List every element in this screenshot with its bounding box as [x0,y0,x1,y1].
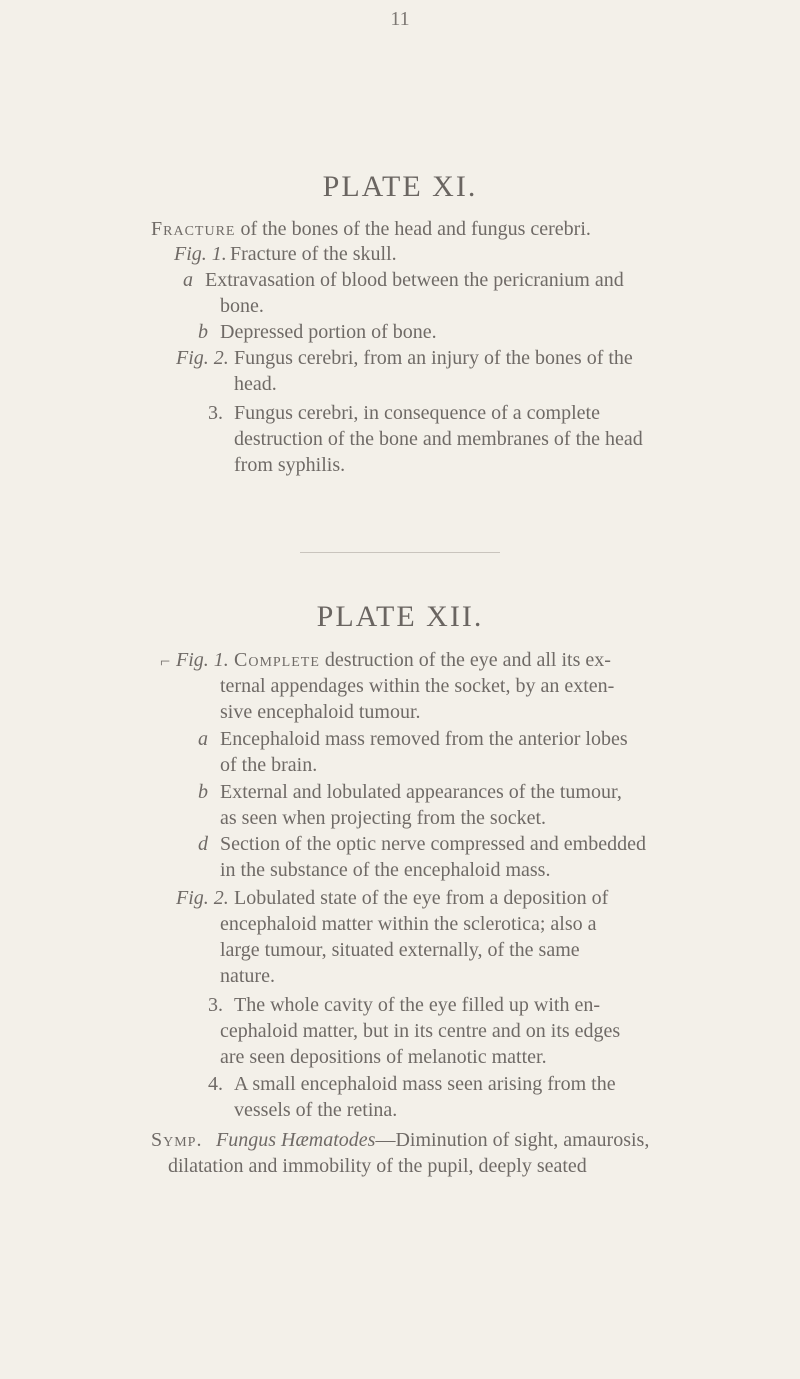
entry-label: b [198,321,208,343]
plate-xi-heading: PLATE XI. [322,170,478,203]
page-number: 11 [390,8,410,30]
entry-line: Lobulated state of the eye from a deposition of [234,887,609,909]
entry-line: cephaloid matter, but in its centre and on its edges [220,1020,621,1042]
entry-label: a [198,728,208,750]
entry-line: are seen depositions of melanotic matter. [220,1046,547,1068]
symptoms-line [216,1127,649,1153]
symptoms-italic: Fungus Hæmatodes [216,1129,376,1151]
entry-line: of the brain. [220,754,318,776]
entry-label: b [198,781,208,803]
entry-line: large tumour, situated externally, of the same [220,939,580,961]
entry-line: nature. [220,965,275,987]
entry-line: Fungus cerebri, in consequence of a complete [234,402,600,424]
entry-line: bone. [220,295,264,317]
margin-mark: ⌐ [160,651,171,671]
entry-line: encephaloid matter within the sclerotica; also a [220,913,597,935]
entry-line-text: destruction of the eye and all its ex- [324,649,611,671]
entry-line: in the substance of the encephaloid mass. [220,859,551,881]
plate-xi-title-lead: Fracture [151,218,236,240]
entry-line: Extravasation of blood between the pericranium and [205,269,624,291]
entry-label: Fig. 1. [176,649,229,671]
entry-line: Encephaloid mass removed from the anterior lobes [220,728,628,750]
entry-label: Fig. 2. [176,887,229,909]
symptoms-label: Symp. [151,1129,203,1151]
entry-label: 4. [208,1073,223,1095]
entry-line: head. [234,373,277,395]
entry-line: destruction of the bone and membranes of the head [234,428,643,450]
entry-line: External and lobulated appearances of the tumour, [220,781,622,803]
entry-line: Fracture of the skull. [230,243,397,265]
plate-xi-title-rest: of the bones of the head and fungus cerebri. [240,218,591,240]
entry-line: Section of the optic nerve compressed and embedded [220,833,646,855]
entry-line: sive encephaloid tumour. [220,701,421,723]
entry-label: 3. [208,994,223,1016]
entry-line: vessels of the retina. [234,1099,398,1121]
entry-lead: Complete [234,649,320,671]
entry-label: 3. [208,402,223,424]
entry-label: d [198,833,208,855]
entry-label: Fig. 2. [176,347,229,369]
plate-xii-heading: PLATE XII. [316,600,484,633]
entry-line: ternal appendages within the socket, by an exten- [220,675,615,697]
entry-line [234,647,611,673]
symptoms-line: dilatation and immobility of the pupil, deeply seated [168,1155,587,1177]
entry-line: The whole cavity of the eye filled up with en- [234,994,600,1016]
plate-xi-title [151,216,771,242]
entry-line: A small encephaloid mass seen arising from the [234,1073,616,1095]
section-divider [300,552,500,553]
entry-label: a [183,269,193,291]
entry-label: Fig. 1. [174,243,227,265]
symptoms-line-text: —Diminution of sight, amaurosis, [375,1129,650,1151]
entry-line: Fungus cerebri, from an injury of the bones of the [234,347,633,369]
entry-line: as seen when projecting from the socket. [220,807,547,829]
entry-line: Depressed portion of bone. [220,321,437,343]
entry-line: from syphilis. [234,454,346,476]
